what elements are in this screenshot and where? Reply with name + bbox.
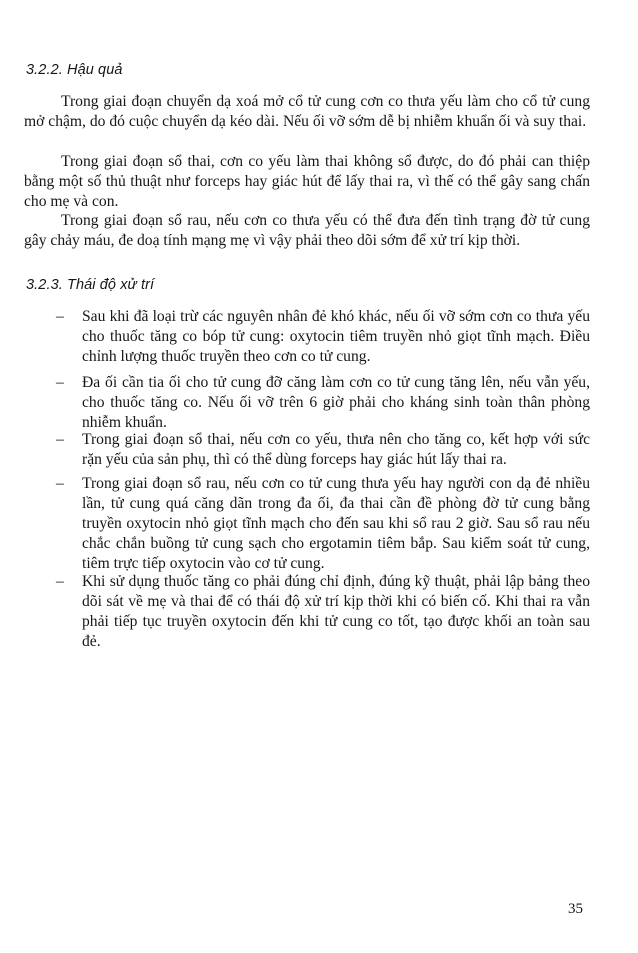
section-heading-hau-qua: 3.2.2. Hậu quả — [26, 62, 123, 78]
dash-bullet: – — [56, 374, 64, 391]
paragraph-so-thai: Trong giai đoạn sổ thai, cơn co yếu làm thai không sổ được, do đó phải can thiệp bằng một số thủ thuật như forceps hay giác hút để lấy thai ra, vì thế có thể gây sang chấn cho mẹ và con. — [24, 153, 590, 210]
list-item-text: Khi sử dụng thuốc tăng co phải đúng chỉ định, đúng kỹ thuật, phải lập bảng theo dõi sát về mẹ và thai để có thái độ xử trí kịp thời khi có biến cố. Khi thai ra vẫn phải tiếp tục truyền oxytocin đến khi tử cung co tốt, tạo được khối an toàn sau đẻ. — [82, 573, 590, 650]
dash-bullet: – — [56, 308, 64, 325]
list-item-text: Trong giai đoạn sổ rau, nếu cơn co tử cung thưa yếu hay người con dạ đẻ nhiều lần, tử cung quá căng dãn trong đa ối, đa thai cần đề phòng đờ tử cung bằng truyền oxytocin nhỏ giọt tĩnh mạch cho đến sau khi sổ rau 2 giờ. Sau sổ rau nếu chắc chắn buồng tử cung sạch cho ergotamin tiêm bắp. Sau kiểm soát tử cung, tiêm trực tiếp oxytocin vào cơ tử cung. — [82, 475, 590, 572]
paragraph-chuyen-da: Trong giai đoạn chuyển dạ xoá mở cổ tử cung cơn co thưa yếu làm cho cổ tử cung mở chậm, do đó cuộc chuyển dạ kéo dài. Nếu ối vỡ sớm dễ bị nhiễm khuẩn ối và suy thai. — [24, 93, 590, 130]
paragraph-so-rau: Trong giai đoạn sổ rau, nếu cơn co thưa yếu có thể đưa đến tình trạng đờ tử cung gây chảy máu, đe doạ tính mạng mẹ vì vậy phải theo dõi sớm để xử trí kịp thời. — [24, 212, 590, 249]
section-heading-thai-do-xu-tri: 3.2.3. Thái độ xử trí — [26, 277, 155, 293]
dash-bullet: – — [56, 475, 64, 492]
dash-bullet: – — [56, 431, 64, 448]
list-item-text: Đa ối cần tia ối cho tử cung đỡ căng làm cơn co tử cung tăng lên, nếu vẫn yếu, cho thuốc tăng co. Nếu ối vỡ trên 6 giờ phải cho kháng sinh toàn thân phòng nhiễm khuẩn. — [82, 374, 590, 431]
page-number: 35 — [568, 901, 583, 917]
list-item-text: Sau khi đã loại trừ các nguyên nhân đẻ khó khác, nếu ối vỡ sớm cơn co thưa yếu cho thuốc tăng co bóp tử cung: oxytocin tiêm truyền nhỏ giọt tĩnh mạch. Điều chỉnh lượng thuốc truyền theo cơn co tử cung. — [82, 308, 590, 365]
dash-bullet: – — [56, 573, 64, 590]
list-item-text: Trong giai đoạn sổ thai, nếu cơn co yếu, thưa nên cho tăng co, kết hợp với sức rặn yếu của sản phụ, thì có thể dùng forceps hay giác hút lấy thai ra. — [82, 431, 590, 468]
